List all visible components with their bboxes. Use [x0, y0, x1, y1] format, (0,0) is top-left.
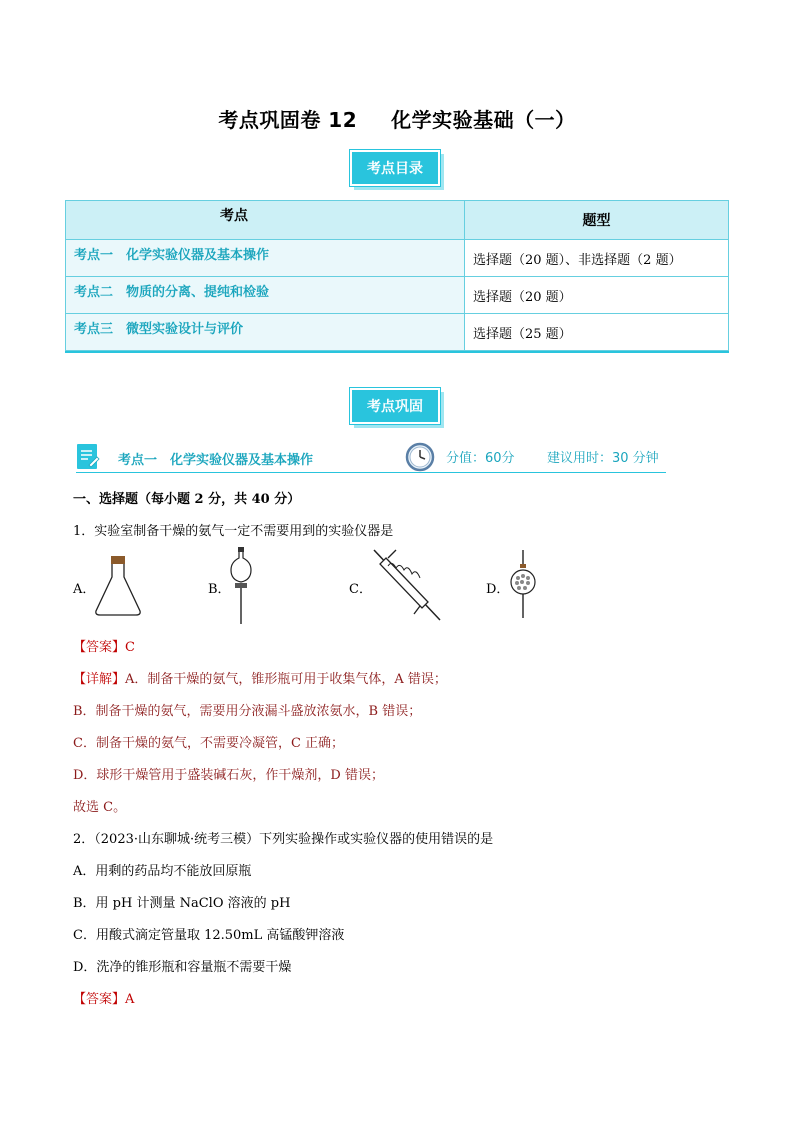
toc-header-topic: 考点 [66, 201, 465, 240]
q1-detail-line-4: D．球形干燥管用于盛装碱石灰，作干燥剂，D 错误； [73, 768, 384, 783]
table-row [66, 240, 729, 277]
q1-conclusion: 故选 C。 [73, 800, 127, 815]
drying-tube-icon [508, 548, 538, 620]
title-part1: 考点巩固卷 12 [218, 108, 358, 132]
toc-header-type: 题型 [465, 201, 729, 240]
page-title [0, 104, 794, 133]
toc-header-row [66, 201, 729, 240]
detail-text: A．制备干燥的氨气，锥形瓶可用于收集气体，A 错误； [125, 672, 447, 687]
question-1-stem: 1．实验室制备干燥的氨气一定不需要用到的实验仪器是 [73, 524, 394, 539]
answer-value: C [125, 640, 135, 655]
score-value: 分值：60分 [446, 451, 515, 466]
toc-topic: 考点一 化学实验仪器及基本操作 [66, 240, 465, 277]
toc-topic: 考点三 微型实验设计与评价 [66, 314, 465, 351]
condenser-icon [370, 546, 446, 624]
suggested-time: 建议用时：30 分钟 [547, 451, 659, 466]
toc-type: 选择题（25 题） [465, 314, 729, 351]
q1-option-d: D． [486, 582, 510, 597]
toc-type: 选择题（20 题）、非选择题（2 题） [465, 240, 729, 277]
answer-value: A [125, 992, 135, 1007]
q1-detail-line-1 [73, 668, 447, 687]
q2-option-c: C．用酸式滴定管量取 12.50mL 高锰酸钾溶液 [73, 928, 345, 943]
q1-option-a: A． [73, 582, 96, 597]
q2-option-a: A．用剩的药品均不能放回原瓶 [73, 864, 252, 879]
toc-table [65, 200, 729, 351]
q1-option-c: C． [349, 582, 372, 597]
title-part2: 化学实验基础（一） [391, 108, 576, 132]
q2-option-d: D．洗净的锥形瓶和容量瓶不需要干燥 [73, 960, 292, 975]
erlenmeyer-flask-icon [92, 555, 144, 617]
separatory-funnel-icon [226, 546, 256, 626]
question-2-stem: 2．（2023·山东聊城·统考三模）下列实验操作或实验仪器的使用错误的是 [73, 832, 494, 847]
q2-answer [73, 988, 134, 1007]
consolidate-badge-label: 考点巩固 [350, 388, 440, 424]
notepad-icon [76, 443, 100, 471]
part-heading: 一、选择题（每小题 2 分，共 40 分） [73, 492, 301, 507]
q2-option-b: B．用 pH 计测量 NaClO 溶液的 pH [73, 896, 291, 911]
toc-topic: 考点二 物质的分离、提纯和检验 [66, 277, 465, 314]
detail-label: 【详解】 [73, 672, 126, 687]
q1-option-b: B． [208, 582, 231, 597]
answer-label: 【答案】 [73, 640, 126, 655]
table-row [66, 314, 729, 351]
section-title: 考点一 化学实验仪器及基本操作 [118, 453, 314, 468]
toc-type: 选择题（20 题） [465, 277, 729, 314]
q1-detail-line-2: B．制备干燥的氨气，需要用分液漏斗盛放浓氨水，B 错误； [73, 704, 422, 719]
q1-answer [73, 636, 135, 655]
q1-detail-line-3: C．制备干燥的氨气，不需要冷凝管，C 正确； [73, 736, 345, 751]
table-row [66, 277, 729, 314]
toc-badge [350, 150, 446, 192]
consolidate-badge [350, 388, 446, 430]
answer-label: 【答案】 [73, 992, 126, 1007]
clock-icon [405, 442, 435, 472]
toc-badge-label: 考点目录 [350, 150, 440, 186]
